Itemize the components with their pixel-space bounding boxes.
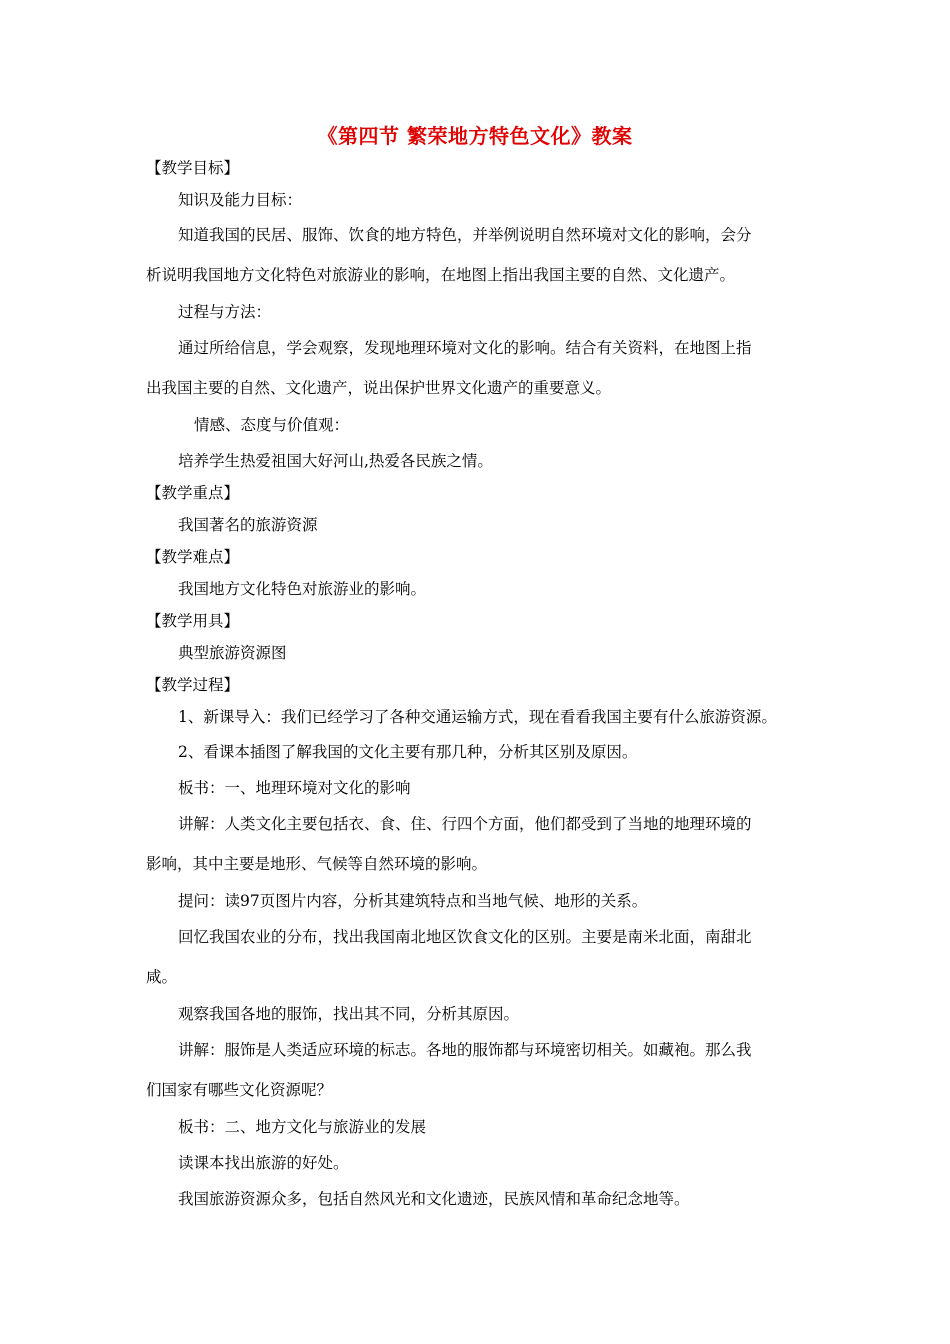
paragraph-line: 情感、态度与价值观： [194,416,350,434]
paragraph-line: 讲解：人类文化主要包括衣、食、住、行四个方面，他们都受到了当地的地理环境的 [178,815,752,833]
section-heading-objectives: 【教学目标】 [146,159,240,177]
paragraph-line: 板书：二、地方文化与旅游业的发展 [178,1118,427,1136]
paragraph-line: 析说明我国地方文化特色对旅游业的影响，在地图上指出我国主要的自然、文化遗产。 [146,266,736,284]
paragraph-line: 我国著名的旅游资源 [178,516,318,534]
paragraph-line: 2、看课本插图了解我国的文化主要有那几种，分析其区别及原因。 [178,743,638,761]
paragraph-line: 提问：读97页图片内容，分析其建筑特点和当地气候、地形的关系。 [178,892,648,910]
paragraph-line: 典型旅游资源图 [178,644,287,662]
paragraph-line: 们国家有哪些文化资源呢？ [146,1081,333,1099]
paragraph-line: 讲解：服饰是人类适应环境的标志。各地的服饰都与环境密切相关。如藏袍。那么我 [178,1041,752,1059]
paragraph-line: 观察我国各地的服饰，找出其不同，分析其原因。 [178,1005,520,1023]
paragraph-line: 1、新课导入：我们已经学习了各种交通运输方式，现在看看我国主要有什么旅游资源。 [178,708,777,726]
paragraph-line: 知识及能力目标： [178,191,303,209]
paragraph-line: 影响，其中主要是地形、气候等自然环境的影响。 [146,855,488,873]
section-heading-key-points: 【教学重点】 [146,484,240,502]
document-title: 《第四节 繁荣地方特色文化》教案 [317,124,633,148]
paragraph-line: 我国地方文化特色对旅游业的影响。 [178,580,427,598]
paragraph-line: 过程与方法： [178,303,272,321]
paragraph-line: 培养学生热爱祖国大好河山,热爱各民族之情。 [178,452,493,470]
paragraph-line: 回忆我国农业的分布，找出我国南北地区饮食文化的区别。主要是南米北面，南甜北 [178,928,752,946]
paragraph-line: 我国旅游资源众多，包括自然风光和文化遗迹，民族风情和革命纪念地等。 [178,1190,690,1208]
paragraph-line: 读课本找出旅游的好处。 [178,1154,349,1172]
paragraph-line: 咸。 [146,968,178,986]
section-heading-process: 【教学过程】 [146,676,240,694]
paragraph-line: 通过所给信息，学会观察，发现地理环境对文化的影响。结合有关资料，在地图上指 [178,339,752,357]
section-heading-tools: 【教学用具】 [146,612,240,630]
paragraph-line: 知道我国的民居、服饰、饮食的地方特色，并举例说明自然环境对文化的影响，会分 [178,226,752,244]
paragraph-line: 出我国主要的自然、文化遗产，说出保护世界文化遗产的重要意义。 [146,379,612,397]
paragraph-line: 板书：一、地理环境对文化的影响 [178,779,411,797]
section-heading-difficulties: 【教学难点】 [146,548,240,566]
